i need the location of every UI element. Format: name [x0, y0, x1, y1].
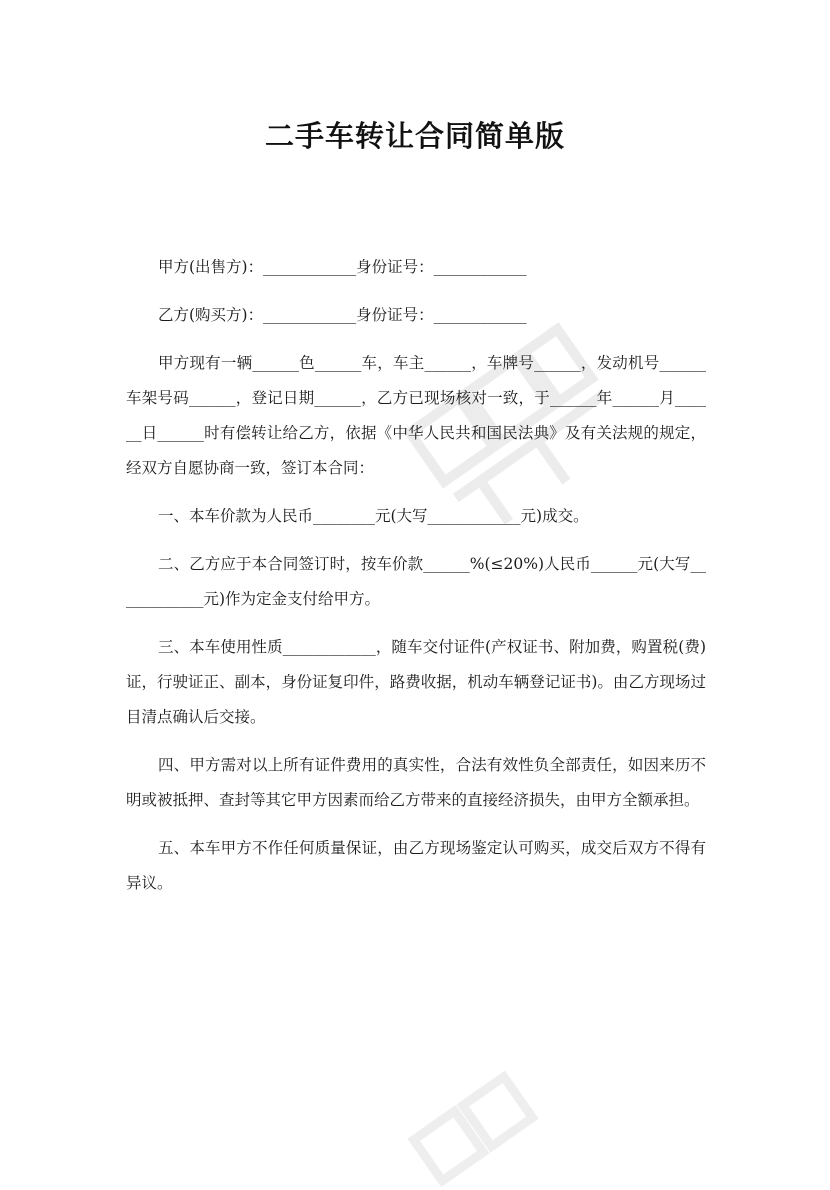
watermark-bottom-icon — [380, 1070, 580, 1190]
clause-2: 二、乙方应于本合同签订时，按车价款______%(≤20%)人民币______元(大写____________元)作为定金支付给甲方。 — [126, 555, 706, 608]
clause-4: 四、甲方需对以上所有证件费用的真实性，合法有效性负全部责任，如因来历不明或被抵押、查封等其它甲方因素而给乙方带来的直接经济损失，由甲方全额承担。 — [126, 756, 706, 809]
contract-body — [126, 250, 706, 914]
clause-3: 三、本车使用性质____________，随车交付证件(产权证书、附加费，购置税(费)证，行驶证正、副本，身份证复印件，路费收据，机动车辆登记证书)。由乙方现场过目清点确认后交接。 — [126, 638, 706, 726]
intro-paragraph: 甲方现有一辆______色______车，车主______，车牌号______，发动机号______车架号码______，登记日期______，乙方已现场核对一致，于______年______月______日______时有偿转让给乙方，依据《中华人民共和国民法典》及有关法规的规定，经双方自愿协商一致，签订本合同： — [126, 354, 706, 477]
party-b-line: 乙方(购买方)：____________身份证号：____________ — [158, 306, 527, 324]
clause-1: 一、本车价款为人民币________元(大写____________元)成交。 — [158, 507, 589, 525]
clause-5: 五、本车甲方不作任何质量保证，由乙方现场鉴定认可购买，成交后双方不得有异议。 — [126, 839, 706, 892]
party-a-line: 甲方(出售方)：____________身份证号：____________ — [158, 258, 527, 276]
document-title: 二手车转让合同简单版 — [264, 119, 565, 153]
